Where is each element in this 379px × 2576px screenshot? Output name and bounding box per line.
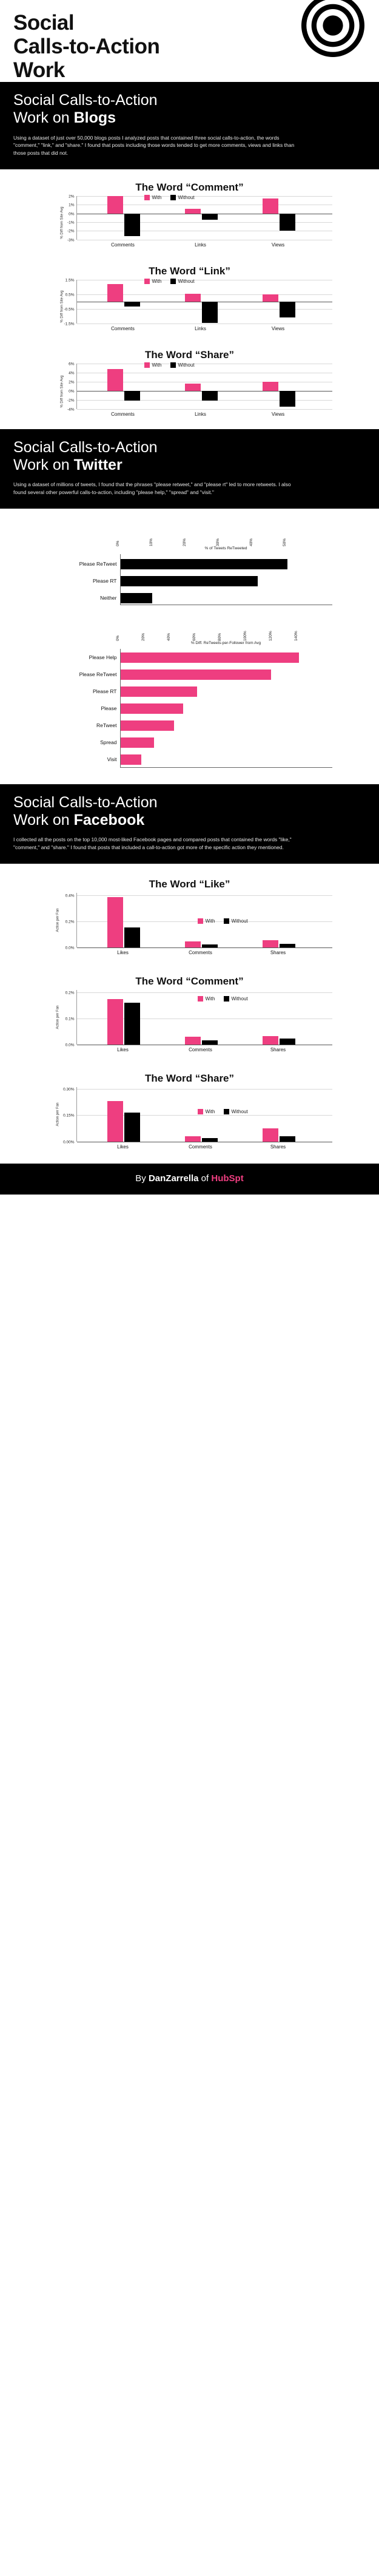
xtick-label: Likes	[117, 1144, 129, 1150]
ytick-label: 0.30%	[63, 1087, 75, 1092]
xtick-label: Likes	[117, 1046, 129, 1052]
bar-with	[263, 1128, 278, 1142]
bar-without	[202, 214, 218, 220]
legend-swatch-with	[144, 195, 150, 200]
xtick-label: Views	[271, 242, 285, 248]
category-label: Visit	[107, 756, 117, 762]
ytick-label: -1%	[67, 220, 75, 225]
xtick-label: Links	[195, 242, 206, 248]
bar-with	[263, 940, 278, 947]
category-label: Spread	[100, 739, 117, 745]
ytick-label: 4%	[69, 371, 75, 376]
legend-item-without	[224, 1109, 248, 1114]
bar-value	[121, 720, 174, 731]
bar-without	[280, 214, 295, 231]
xtick-label: Shares	[270, 1046, 286, 1052]
section-body-facebook: I collected all the posts on the top 10,000 most-liked Facebook pages and compared posts that contained the words "like," "comment," and "share." I found that posts that included a call-to-action got more of the specific action they mentioned.	[13, 836, 292, 850]
hubspot-wordmark: HubSp	[211, 1173, 241, 1184]
legend-label-without: Without	[178, 278, 195, 284]
category-label: ReTweet	[96, 722, 117, 728]
chart-area-twitter-retweeted	[47, 529, 332, 608]
section-heading-line1: Social Calls-to-Action	[13, 438, 158, 456]
bar-without	[280, 1136, 295, 1142]
bar-with	[185, 1037, 201, 1045]
hubspot-logo	[211, 1173, 243, 1184]
chart-title-keyword: “Share”	[195, 1072, 235, 1084]
section-heading-line1: Social Calls-to-Action	[13, 92, 158, 109]
chart-area-twitter-rpf	[47, 623, 332, 774]
section-heading-line2: Work on	[13, 456, 74, 473]
ytick-label: 0.2%	[65, 920, 75, 924]
xtick-label: 100%	[243, 631, 247, 641]
ytick-label: 0.4%	[65, 893, 75, 898]
chart-area-blog-link	[47, 280, 332, 333]
xtick-label: 20%	[141, 632, 146, 641]
bar-with	[263, 382, 278, 391]
legend-label-with: With	[152, 278, 162, 284]
chart-area-fb-comment	[47, 990, 332, 1057]
bar-with	[185, 209, 201, 214]
chart-twitter-retweets-per-follower	[0, 612, 379, 778]
xtick-label: Views	[271, 325, 285, 331]
chart-title-prefix: The Word	[135, 181, 186, 193]
legend-label-with: With	[205, 995, 215, 1002]
ytick-label: 0.0%	[65, 946, 75, 951]
xtick-label: Comments	[111, 325, 135, 331]
ytick-label: -3%	[67, 238, 75, 243]
section-body-twitter: Using a dataset of millions of tweets, I found that the phrases "please retweet," and "please rt" led to more retweets. I also found several other powerful calls-to-action, including "please help," "spread" and "visit."	[13, 481, 291, 495]
xtick-label: 0%	[115, 635, 120, 641]
bar-without	[202, 1138, 218, 1142]
legend-label-without: Without	[231, 995, 248, 1002]
bar-with	[107, 284, 123, 302]
ytick-label: -1.5%	[64, 322, 75, 327]
legend-item-with	[144, 362, 162, 368]
xtick-label: 60%	[192, 632, 196, 641]
bar-with	[107, 196, 123, 214]
xtick-label: Shares	[270, 1144, 286, 1150]
page-title-line3: Work	[13, 58, 65, 83]
chart-title-keyword: “Share”	[195, 348, 235, 361]
legend-swatch-without	[170, 195, 176, 200]
section-heading-line1: Social Calls-to-Action	[13, 793, 158, 811]
xtick-row	[115, 529, 332, 546]
plot-area	[79, 554, 332, 605]
page-title-line1: Social	[13, 11, 75, 35]
section-heading-facebook	[13, 794, 366, 829]
chart-fb-like	[0, 864, 379, 963]
infographic-page	[0, 0, 379, 1195]
legend-item-with	[144, 279, 162, 284]
legend-item-without	[224, 996, 248, 1002]
category-label: Please	[101, 705, 117, 711]
plot-area	[63, 1087, 332, 1145]
xtick-label: Shares	[270, 949, 286, 955]
ytick-label: 0%	[69, 389, 75, 394]
footer-by-label: By	[135, 1173, 149, 1184]
section-heading-line2: Work on	[13, 811, 74, 829]
bar-with	[107, 999, 123, 1045]
category-label: Please RT	[92, 688, 117, 694]
legend-item-without	[170, 362, 195, 368]
xtick-label: Comments	[111, 411, 135, 417]
xtick-label: 10%	[149, 538, 153, 546]
xtick-label: Comments	[189, 949, 212, 955]
category-label: Please ReTweet	[79, 671, 117, 677]
chart-title-blog-link	[0, 265, 379, 277]
bar-without	[202, 391, 218, 401]
legend-label-with: With	[152, 362, 162, 368]
ytick-label: 6%	[69, 362, 75, 367]
bar-without	[280, 302, 295, 317]
bar-value	[121, 559, 287, 569]
xtick-row	[115, 623, 332, 641]
chart-title-keyword: “Link”	[198, 265, 230, 277]
plot-area	[79, 649, 332, 768]
bar-with	[185, 1136, 201, 1142]
bar-with	[185, 294, 201, 302]
chart-title-blog-share	[0, 349, 379, 361]
xtick-label: 140%	[293, 631, 298, 641]
bar-with	[263, 1036, 278, 1045]
bar-value	[121, 703, 183, 714]
chart-legend	[198, 996, 248, 1002]
bar-with	[185, 384, 201, 391]
bar-without	[124, 927, 140, 947]
chart-title-fb-share	[0, 1073, 379, 1085]
xtick-label: 40%	[249, 538, 253, 546]
ytick-label: 0.00%	[63, 1140, 75, 1145]
section-body-blogs: Using a dataset of just over 50,000 blogs posts I analyzed posts that contained three social calls-to-action, the words "comment," "link," and "share." I found that posts including those words tended to get more comments, views and links than those posts that did not.	[13, 134, 295, 156]
bar-without	[280, 1039, 295, 1044]
legend-swatch-with	[198, 996, 203, 1002]
bar-value	[121, 686, 197, 697]
category-label: Neither	[100, 594, 117, 601]
bar-without	[202, 944, 218, 947]
chart-title-prefix: The Word	[149, 878, 200, 890]
axis-label-y: Action per Fan	[56, 908, 60, 932]
ytick-label: 0.2%	[65, 991, 75, 995]
section-banner-facebook	[0, 784, 379, 864]
legend-swatch-with	[144, 362, 150, 368]
bar-without	[280, 944, 295, 947]
chart-blog-link	[0, 253, 379, 337]
xtick-label: 20%	[182, 538, 187, 546]
legend-label-without: Without	[178, 362, 195, 368]
category-label: Please ReTweet	[79, 560, 117, 567]
legend-label-without: Without	[231, 1108, 248, 1114]
legend-label-with: With	[205, 918, 215, 924]
chart-title-fb-like	[0, 878, 379, 890]
chart-title-keyword: “Comment”	[186, 975, 244, 987]
chart-fb-share	[0, 1060, 379, 1158]
xtick-label: 80%	[217, 632, 222, 641]
ytick-label: 0.5%	[65, 293, 75, 297]
axis-title-x: % of Tweets ReTweeted	[204, 546, 247, 551]
axis-label-y: % Diff from Site Avg	[60, 290, 64, 323]
legend-item-without	[170, 279, 195, 284]
plot-area	[67, 194, 332, 243]
xtick-label: Comments	[189, 1144, 212, 1150]
legend-item-with	[198, 918, 215, 924]
bar-value	[121, 737, 154, 748]
bar-without	[124, 1003, 140, 1045]
bar-value	[121, 754, 141, 765]
bar-value	[121, 576, 258, 586]
chart-legend	[144, 279, 195, 284]
chart-twitter-retweeted	[0, 509, 379, 612]
xtick-label: Comments	[189, 1046, 212, 1052]
footer-of-label: of	[198, 1173, 212, 1184]
spacer	[0, 423, 379, 429]
bar-with	[263, 198, 278, 214]
legend-label-without: Without	[178, 194, 195, 200]
xtick-label: 40%	[166, 632, 171, 641]
chart-legend	[144, 362, 195, 368]
chart-legend	[198, 1109, 248, 1114]
chart-title-prefix: The Word	[135, 975, 186, 987]
ytick-label: -0.5%	[64, 307, 75, 312]
ytick-label: -4%	[67, 407, 75, 412]
axis-label-y: % Diff from Site Avg	[60, 206, 64, 239]
axis-label-y: Action per Fan	[56, 1005, 60, 1029]
bar-without	[124, 1113, 140, 1142]
section-heading-emphasis: Twitter	[73, 456, 122, 473]
xtick-label: 50%	[282, 538, 287, 546]
bar-value	[121, 593, 152, 603]
bar-with	[107, 1101, 123, 1142]
chart-area-fb-share	[47, 1087, 332, 1154]
xtick-label: Links	[195, 325, 206, 331]
xtick-label: Links	[195, 411, 206, 417]
bar-without	[124, 302, 140, 307]
legend-item-without	[170, 195, 195, 200]
legend-label-without: Without	[231, 918, 248, 924]
ytick-label: -2%	[67, 229, 75, 234]
ytick-label: 0.1%	[65, 1017, 75, 1022]
ytick-label: -2%	[67, 398, 75, 403]
category-label: Please RT	[92, 577, 117, 584]
plot-area	[64, 278, 332, 327]
chart-title-prefix: The Word	[144, 1072, 195, 1084]
chart-area-blog-share	[47, 364, 332, 419]
page-footer	[0, 1164, 379, 1195]
bar-with	[107, 369, 123, 391]
ytick-label: 2%	[69, 194, 75, 199]
bar-with	[263, 294, 278, 302]
legend-swatch-with	[198, 1109, 203, 1114]
chart-legend	[144, 195, 195, 200]
legend-swatch-with	[198, 918, 203, 924]
chart-fb-comment	[0, 963, 379, 1060]
legend-swatch-without	[224, 1109, 229, 1114]
legend-swatch-without	[224, 996, 229, 1002]
axis-title-x: % Diff. ReTweets-per-Follower from Avg	[190, 640, 261, 645]
ytick-label: 0.15%	[63, 1113, 75, 1118]
chart-title-blog-comment	[0, 181, 379, 194]
xtick-label: Likes	[117, 949, 129, 955]
bar-with	[107, 897, 123, 947]
spiral-icon	[301, 0, 364, 57]
page-title-line2: Calls-to-Action	[13, 35, 160, 59]
legend-item-with	[144, 195, 162, 200]
legend-label-with: With	[205, 1108, 215, 1114]
chart-title-fb-comment	[0, 975, 379, 988]
hubspot-wordmark-tail: t	[240, 1173, 244, 1184]
ytick-label: 0%	[69, 212, 75, 217]
bar-with	[185, 941, 201, 947]
section-banner-blogs	[0, 82, 379, 169]
legend-swatch-without	[224, 918, 229, 924]
legend-label-with: With	[152, 194, 162, 200]
section-heading-line2: Work on	[13, 109, 74, 126]
plot-area	[67, 362, 332, 412]
page-header	[0, 0, 379, 82]
legend-item-without	[224, 918, 248, 924]
legend-swatch-with	[144, 279, 150, 284]
bar-value	[121, 669, 271, 680]
ytick-label: 1%	[69, 203, 75, 208]
chart-title-keyword: “Like”	[199, 878, 230, 890]
bar-value	[121, 652, 299, 663]
xtick-label: Views	[271, 411, 285, 417]
chart-blog-comment	[0, 169, 379, 253]
chart-area-blog-comment	[47, 196, 332, 249]
section-banner-twitter	[0, 429, 379, 509]
bar-without	[202, 1040, 218, 1045]
chart-blog-share	[0, 337, 379, 423]
bar-without	[124, 214, 140, 236]
bar-without	[280, 391, 295, 407]
section-heading-twitter	[13, 439, 366, 474]
xtick-label: 0%	[115, 540, 120, 546]
xtick-label: 30%	[215, 538, 220, 546]
axis-label-y: Action per Fan	[56, 1102, 60, 1127]
chart-title-keyword: “Comment”	[186, 181, 244, 193]
chart-legend	[198, 918, 248, 924]
chart-title-prefix: The Word	[144, 348, 195, 361]
section-heading-emphasis: Blogs	[73, 109, 116, 126]
spacer	[0, 778, 379, 784]
chart-title-prefix: The Word	[149, 265, 199, 277]
bar-without	[124, 391, 140, 401]
footer-author: DanZarrella	[148, 1173, 199, 1184]
section-heading-blogs	[13, 92, 366, 127]
bar-without	[202, 302, 218, 323]
spacer	[0, 1158, 379, 1164]
legend-item-with	[198, 1109, 215, 1114]
xtick-label: Comments	[111, 242, 135, 248]
page-title	[13, 11, 268, 83]
chart-area-fb-like	[47, 893, 332, 960]
legend-item-with	[198, 996, 215, 1002]
ytick-label: 2%	[69, 380, 75, 385]
ytick-label: 0.0%	[65, 1043, 75, 1048]
section-heading-emphasis: Facebook	[73, 811, 145, 829]
legend-swatch-without	[170, 279, 176, 284]
ytick-label: 1.5%	[65, 278, 75, 283]
category-label: Please Help	[89, 654, 117, 660]
legend-swatch-without	[170, 362, 176, 368]
xtick-label: 120%	[268, 631, 273, 641]
axis-label-y: % Diff from Site Avg	[60, 375, 64, 408]
